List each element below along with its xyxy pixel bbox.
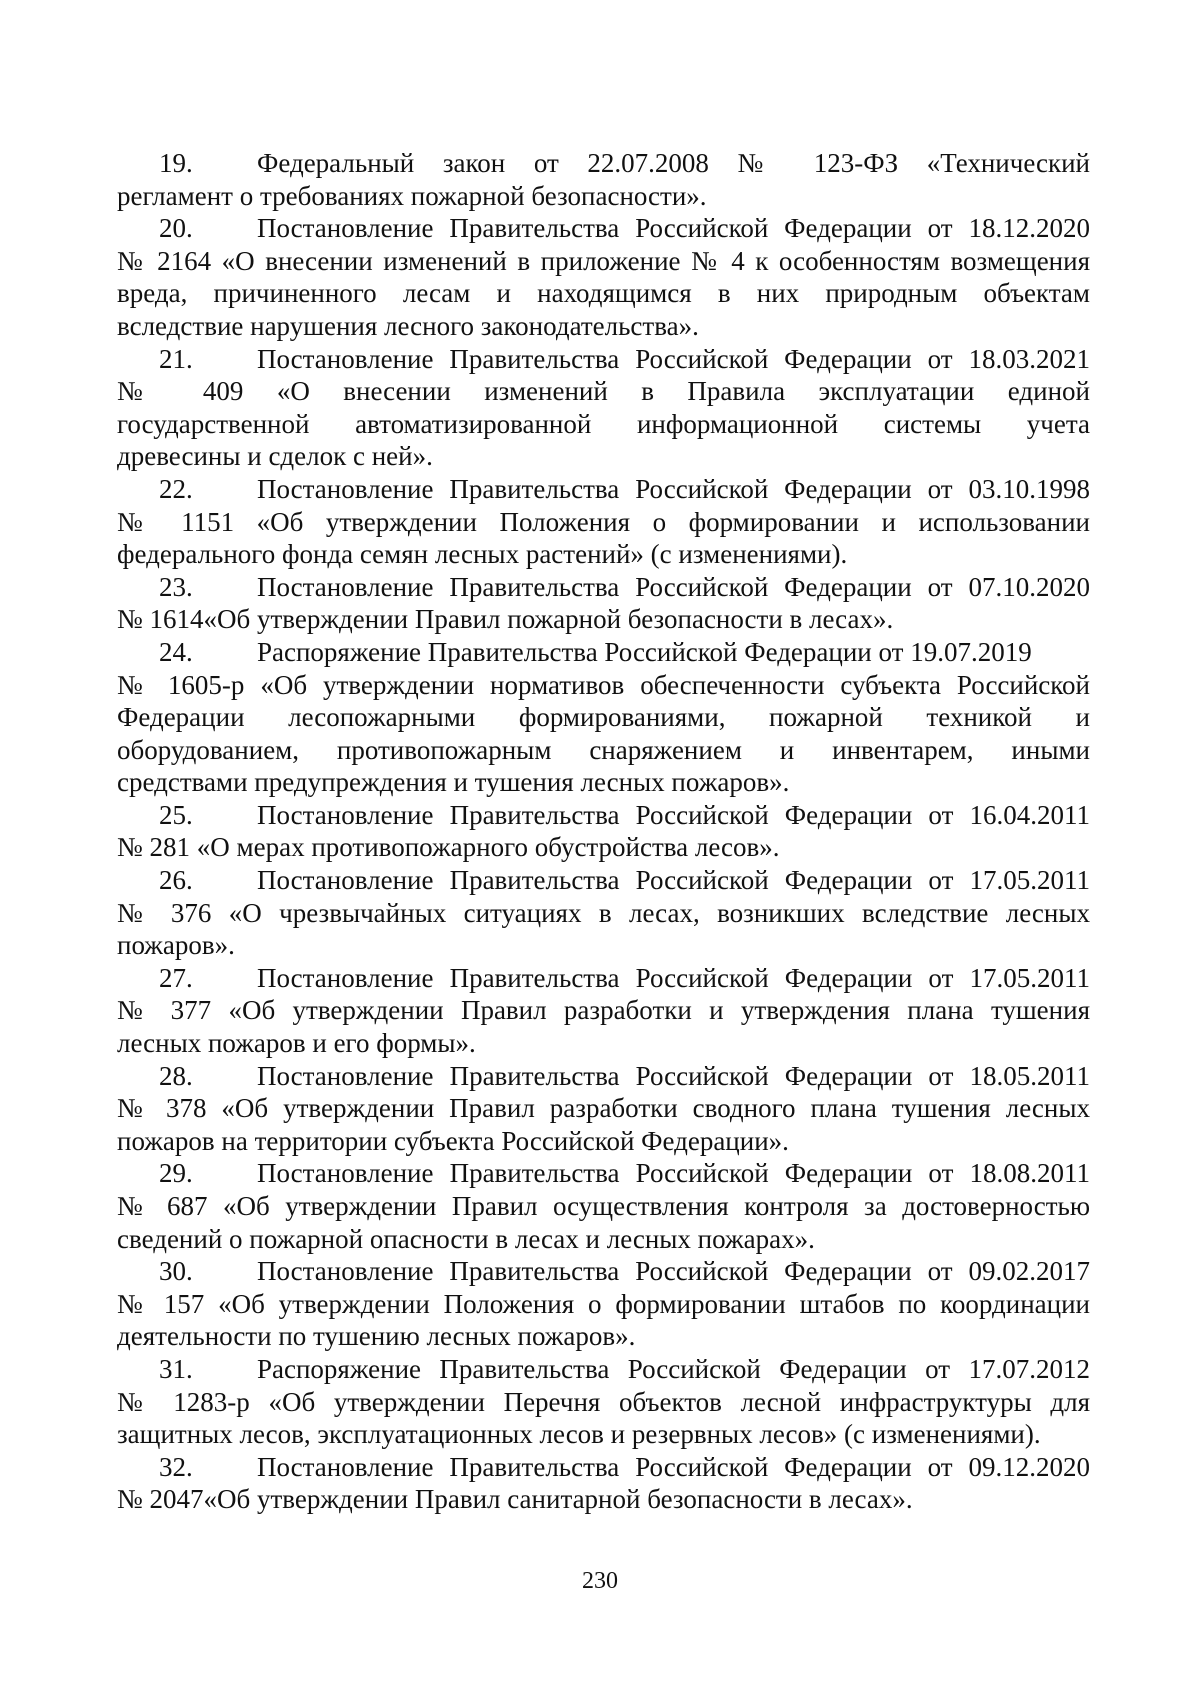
reference-line: [117, 1353, 1090, 1386]
reference-item: [117, 1060, 1090, 1158]
reference-line: № 377 «Об утверждении Правил разработки и утверждения плана тушения: [117, 995, 1090, 1026]
reference-line: № 1283-р «Об утверждении Перечня объектов лесной инфраструктуры для: [117, 1386, 1090, 1417]
reference-line: № 1151 «Об утверждении Положения о формировании и использовании: [117, 506, 1090, 537]
reference-line: государственной автоматизированной информационной системы учета: [117, 408, 1090, 439]
reference-list: [117, 147, 1090, 1516]
reference-line: [117, 1255, 1090, 1288]
reference-line: № 1614«Об утверждении Правил пожарной безопасности в лесах».: [117, 604, 894, 635]
reference-number: 32.: [159, 1451, 193, 1482]
reference-line: [117, 473, 1090, 506]
reference-line: Федерации лесопожарными формированиями, пожарной техникой и: [117, 702, 1090, 733]
reference-number: 30.: [159, 1256, 193, 1287]
reference-text: Постановление Правительства Российской Федерации от 18.03.2021: [257, 343, 1090, 374]
reference-line: [117, 799, 1090, 832]
reference-text: Постановление Правительства Российской Федерации от 18.08.2011: [257, 1158, 1090, 1189]
reference-line: сведений о пожарной опасности в лесах и лесных пожарах».: [117, 1223, 815, 1254]
reference-item: [117, 212, 1090, 342]
reference-text: Распоряжение Правительства Российской Федерации от 17.07.2012: [257, 1353, 1090, 1384]
reference-line: № 687 «Об утверждении Правил осуществления контроля за достоверностью: [117, 1191, 1090, 1221]
reference-line: № 409 «О внесении изменений в Правила эксплуатации единой: [117, 376, 1090, 407]
reference-number: 31.: [159, 1353, 193, 1384]
reference-number: 22.: [159, 473, 193, 504]
reference-line: оборудованием, противопожарным снаряжением и инвентарем, иными: [117, 734, 1090, 765]
reference-line: пожаров».: [117, 930, 235, 961]
reference-line: № 2047«Об утверждении Правил санитарной безопасности в лесах».: [117, 1484, 913, 1515]
reference-text: Постановление Правительства Российской Федерации от 09.12.2020: [257, 1451, 1090, 1482]
reference-item: [117, 147, 1090, 212]
reference-line: пожаров на территории субъекта Российской Федерации».: [117, 1125, 789, 1156]
reference-number: 29.: [159, 1158, 193, 1189]
reference-item: [117, 864, 1090, 962]
reference-text: Постановление Правительства Российской Федерации от 18.05.2011: [257, 1060, 1090, 1091]
reference-text: Постановление Правительства Российской Федерации от 16.04.2011: [257, 799, 1090, 830]
reference-line: [117, 1157, 1090, 1190]
reference-line: № 157 «Об утверждении Положения о формировании штабов по координации: [117, 1288, 1090, 1319]
reference-line: средствами предупреждения и тушения лесных пожаров».: [117, 767, 790, 798]
reference-line: [117, 636, 1090, 669]
reference-line: защитных лесов, эксплуатационных лесов и резервных лесов» (с изменениями).: [117, 1419, 1041, 1450]
reference-line: [117, 571, 1090, 604]
reference-number: 28.: [159, 1060, 193, 1091]
reference-line: лесных пожаров и его формы».: [117, 1028, 476, 1059]
reference-line: [117, 1060, 1090, 1093]
reference-line: федерального фонда семян лесных растений» (с изменениями).: [117, 539, 848, 570]
reference-line: [117, 343, 1090, 376]
reference-text: Постановление Правительства Российской Федерации от 18.12.2020: [257, 213, 1090, 244]
reference-text: Постановление Правительства Российской Федерации от 17.05.2011: [257, 962, 1090, 993]
reference-text: Федеральный закон от 22.07.2008 № 123-ФЗ «Технический: [257, 148, 1090, 178]
reference-line: [117, 1451, 1090, 1484]
reference-number: 26.: [159, 865, 193, 896]
reference-line: № 281 «О мерах противопожарного обустройства лесов».: [117, 832, 780, 863]
reference-item: [117, 799, 1090, 864]
reference-number: 24.: [159, 636, 193, 667]
reference-text: Постановление Правительства Российской Федерации от 09.02.2017: [257, 1256, 1090, 1287]
reference-line: [117, 864, 1090, 897]
reference-item: [117, 1255, 1090, 1353]
reference-item: [117, 962, 1090, 1060]
reference-line: древесины и сделок с ней».: [117, 441, 433, 472]
reference-item: [117, 1353, 1090, 1451]
reference-line: № 378 «Об утверждении Правил разработки сводного плана тушения лесных: [117, 1093, 1090, 1124]
reference-number: 20.: [159, 213, 193, 244]
reference-number: 27.: [159, 962, 193, 993]
reference-line: № 376 «О чрезвычайных ситуациях в лесах, возникших вследствие лесных: [117, 897, 1090, 928]
reference-item: [117, 473, 1090, 571]
reference-line: № 2164 «О внесении изменений в приложение № 4 к особенностям возмещения: [117, 245, 1090, 276]
reference-number: 21.: [159, 343, 193, 374]
reference-line: [117, 212, 1090, 245]
reference-item: [117, 571, 1090, 636]
reference-item: [117, 343, 1090, 473]
reference-line: деятельности по тушению лесных пожаров».: [117, 1321, 636, 1352]
reference-line: № 1605-р «Об утверждении нормативов обеспеченности субъекта Российской: [117, 669, 1090, 700]
reference-line: регламент о требованиях пожарной безопасности».: [117, 180, 707, 211]
reference-item: [117, 1451, 1090, 1516]
reference-number: 19.: [159, 148, 193, 178]
reference-text: Распоряжение Правительства Российской Федерации от 19.07.2019: [257, 636, 1032, 667]
reference-line: вреда, причиненного лесам и находящимся в них природным объектам: [117, 278, 1090, 309]
reference-text: Постановление Правительства Российской Федерации от 17.05.2011: [257, 865, 1090, 896]
reference-item: [117, 636, 1090, 799]
reference-number: 25.: [159, 799, 193, 830]
reference-text: Постановление Правительства Российской Федерации от 07.10.2020: [257, 571, 1090, 602]
reference-text: Постановление Правительства Российской Федерации от 03.10.1998: [257, 473, 1090, 504]
page-number: 230: [582, 1568, 618, 1594]
reference-line: [117, 962, 1090, 995]
reference-line: вследствие нарушения лесного законодательства».: [117, 310, 699, 341]
reference-item: [117, 1157, 1090, 1255]
reference-line: [117, 147, 1090, 180]
reference-number: 23.: [159, 571, 193, 602]
